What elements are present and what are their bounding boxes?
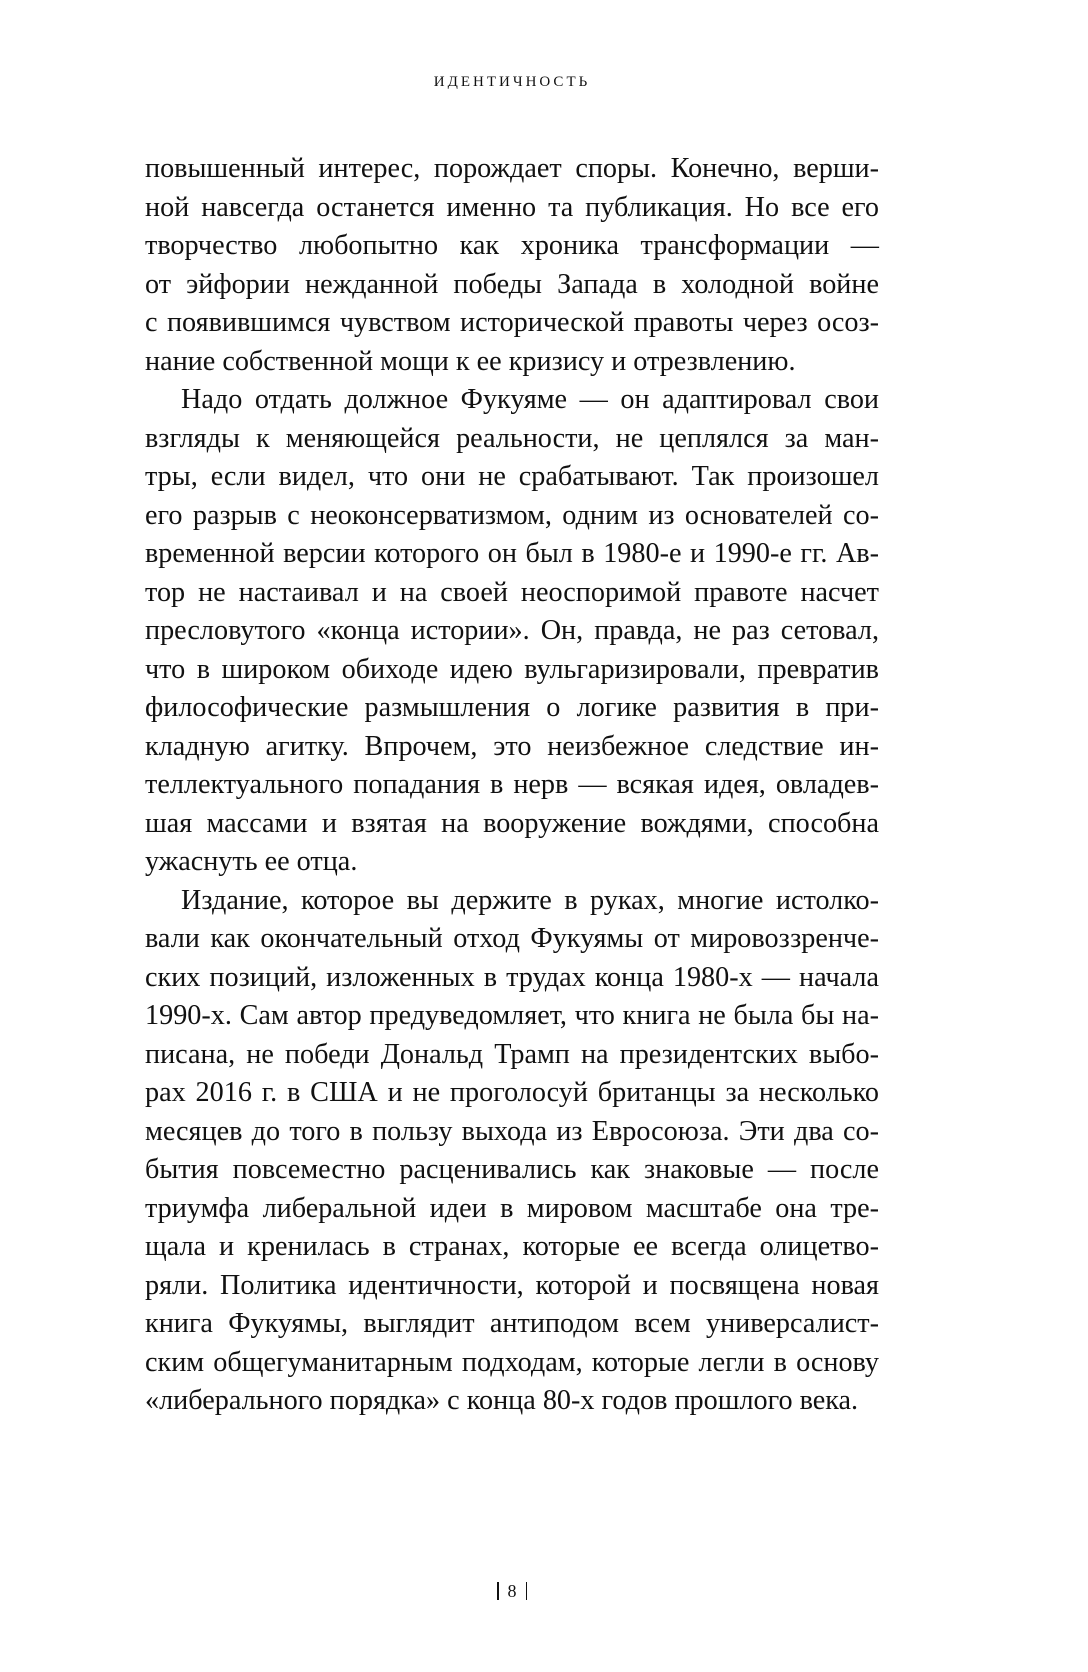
text-line: что в широком обиходе идею вульгаризировали, превратив bbox=[145, 653, 879, 685]
text-line: рах 2016 г. в США и не проголосуй британцы за несколько bbox=[145, 1077, 879, 1108]
text-line: ских позиций, изложенных в трудах конца 1980-х — начала bbox=[145, 961, 879, 993]
text-line: от эйфории нежданной победы Запада в холодной войне bbox=[145, 268, 879, 300]
paragraph-3 bbox=[145, 882, 879, 1421]
body-text bbox=[145, 150, 879, 1421]
text-line: философические размышления о логике развития в при- bbox=[145, 692, 879, 723]
page-number bbox=[0, 1581, 1024, 1602]
text-line: нание собственной мощи к ее кризису и отрезвлению. bbox=[145, 345, 796, 377]
text-line: ряли. Политика идентичности, которой и посвящена новая bbox=[145, 1269, 879, 1301]
folio-bar-left bbox=[497, 1582, 499, 1600]
text-line: его разрыв с неоконсерватизмом, одним из основателей со- bbox=[145, 499, 879, 531]
running-head: ИДЕНТИЧНОСТЬ bbox=[433, 74, 591, 90]
text-line: месяцев до того в пользу выхода из Евросоюза. Эти два со- bbox=[145, 1115, 879, 1147]
text-line: писана, не победи Дональд Трамп на президентских выбо- bbox=[145, 1038, 879, 1070]
text-line: «либерального порядка» с конца 80-х годов прошлого века. bbox=[145, 1385, 859, 1416]
text-line: ной навсегда останется именно та публикация. Но все его bbox=[145, 191, 879, 223]
text-line: взгляды к меняющейся реальности, не цеплялся за ман- bbox=[145, 422, 879, 454]
text-line: шая массами и взятая на вооружение вождями, способна bbox=[145, 807, 879, 839]
text-line: щала и кренилась в странах, которые ее всегда олицетво- bbox=[145, 1231, 879, 1262]
text-line: теллектуального попадания в нерв — всякая идея, овладев- bbox=[145, 769, 879, 800]
paragraph-1 bbox=[145, 150, 879, 381]
text-line: бытия повсеместно расценивались как знаковые — после bbox=[145, 1154, 879, 1185]
text-line: Издание, которое вы держите в руках, многие истолко- bbox=[181, 884, 879, 916]
paragraph-2 bbox=[145, 381, 879, 882]
text-line: тры, если видел, что они не срабатывают. Так произошел bbox=[145, 461, 879, 492]
text-line: творчество любопытно как хроника трансформации — bbox=[145, 230, 879, 261]
text-line: повышенный интерес, порождает споры. Конечно, верши- bbox=[145, 153, 879, 184]
text-line: тор не настаивал и на своей неоспоримой правоте насчет bbox=[145, 576, 879, 608]
text-line: ским общегуманитарным подходам, которые легли в основу bbox=[145, 1346, 879, 1378]
text-line: триумфа либеральной идеи в мировом масштабе она тре- bbox=[145, 1192, 879, 1224]
folio-bar-right bbox=[526, 1582, 528, 1600]
text-line: пресловутого «конца истории». Он, правда, не раз сетовал, bbox=[145, 615, 879, 646]
text-line: 1990-х. Сам автор предуведомляет, что книга не была бы на- bbox=[145, 1000, 879, 1031]
text-line: книга Фукуямы, выглядит антиподом всем универсалист- bbox=[145, 1308, 879, 1339]
text-line: Надо отдать должное Фукуяме — он адаптировал свои bbox=[181, 384, 879, 415]
text-line: кладную агитку. Впрочем, это неизбежное следствие ин- bbox=[145, 730, 879, 762]
page-number-value: 8 bbox=[507, 1581, 517, 1601]
text-line: ужаснуть ее отца. bbox=[145, 846, 358, 877]
text-line: вали как окончательный отход Фукуямы от мировоззренче- bbox=[145, 923, 879, 954]
text-line: с появившимся чувством исторической правоты через осоз- bbox=[145, 307, 879, 338]
text-line: временной версии которого он был в 1980-е и 1990-е гг. Ав- bbox=[145, 538, 879, 569]
